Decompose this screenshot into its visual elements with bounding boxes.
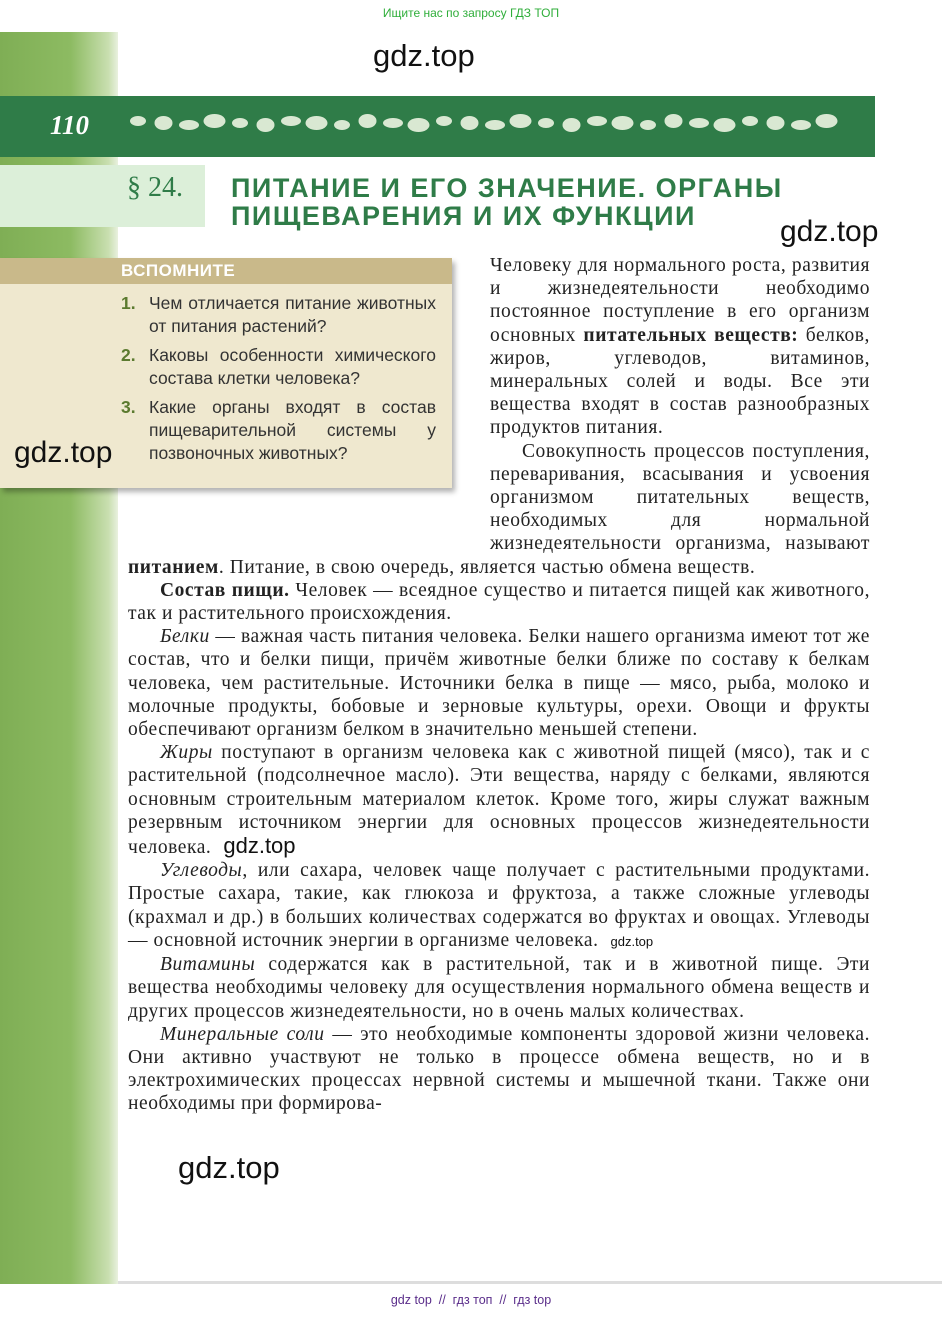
- text-run: — это необходимые компоненты здоровой жизни человека. Они активно участвуют не только в процессе обмена веществ, но и в электрохимических процессах нервной системы и мышечной ткани. Также они необходимы при формирова-: [128, 1023, 870, 1115]
- watermark: gdz.top: [373, 38, 475, 73]
- paragraph: [128, 953, 870, 1023]
- search-hint: Ищите нас по запросу ГДЗ ТОП: [382, 6, 560, 20]
- reminder-title: ВСПОМНИТЕ: [0, 258, 452, 284]
- italic-term: Углеводы: [160, 860, 243, 882]
- text-run: . Питание, в свою очередь, является частью обмена веществ.: [218, 556, 756, 578]
- bold-term: питательных веществ:: [583, 324, 799, 346]
- animal-silhouette: [485, 120, 505, 130]
- animal-silhouette: [179, 120, 199, 130]
- animal-silhouette: [383, 118, 403, 128]
- animal-silhouette: [306, 116, 328, 130]
- paragraph: [128, 625, 870, 741]
- float-spacer: [128, 254, 490, 544]
- watermark: gdz.top: [14, 436, 113, 469]
- animal-silhouette: [359, 114, 377, 128]
- animal-silhouettes-icon: [128, 106, 848, 136]
- animal-silhouette: [155, 116, 173, 130]
- page-number: 110: [50, 110, 90, 140]
- text-run: поступают в организм человека как с животной пищей (мясо), так и с растительной (подсолнечное масло). Эти вещества, наряду с белками, являются основным строительным материалом клеток. Кроме того, жиры служат важным резервным источником энергии для основных процессов жизнедеятельности человека.: [128, 742, 870, 859]
- animal-silhouette: [130, 116, 146, 126]
- italic-term: Белки: [160, 626, 210, 648]
- text-run: , или сахара, человек чаще получает с растительными продуктами. Простые сахара, такие, как глюкоза и фруктоза, а также сложные углеводы (крахмал и др.) в больших количествах содержатся во фруктах и овощах. Углеводы — основной источник энергии в организме человека.: [128, 860, 870, 951]
- animal-silhouette: [334, 120, 350, 130]
- animal-silhouette: [232, 118, 248, 128]
- animal-silhouette: [563, 118, 581, 132]
- body-text: [128, 254, 870, 1186]
- watermark: gdz.top: [178, 1149, 280, 1185]
- animal-silhouette: [538, 118, 554, 128]
- animal-silhouette: [791, 120, 811, 130]
- animal-silhouette: [640, 120, 656, 130]
- text-run: Совокупность процессов поступления, переваривания, всасывания и усвоения организмом питательных веществ, необходимых для нормальной жизнедеятельности организма, называют: [490, 440, 870, 555]
- animal-silhouette: [767, 116, 785, 130]
- bold-term: Состав пищи.: [160, 579, 290, 601]
- animal-silhouette: [510, 114, 532, 128]
- item-number: 3.: [121, 397, 136, 417]
- animal-silhouette: [257, 118, 275, 132]
- animal-silhouette: [612, 116, 634, 130]
- italic-term: Витамины: [160, 954, 256, 976]
- text-run: Человек — всеядное существо и питается пищей как животного, так и растительного происхождения.: [128, 579, 870, 625]
- bold-term: питанием: [128, 556, 219, 578]
- animal-silhouette: [587, 116, 607, 126]
- section-title: [231, 174, 783, 230]
- item-text: Какие органы входят в состав пищеварительной системы у позвоночных животных?: [149, 397, 436, 463]
- animal-silhouette: [742, 116, 758, 126]
- animal-silhouette: [204, 114, 226, 128]
- watermark: gdz.top: [223, 833, 296, 859]
- text-run: — важная часть питания человека. Белки нашего организма имеют тот же состав, что и белки пищи, причём животные белки ближе по составу к белкам человека, чем растительные. Источники белка в пище — мясо, рыба, молоко и молочные продукты, бобовые и зерновые культуры, орехи. Овощи и фрукты обеспечивают организм белком в значительно меньшей степени.: [128, 626, 870, 741]
- paragraph: [128, 741, 870, 859]
- paragraph: [128, 859, 870, 953]
- footer-links: gdz top // гдз топ // гдз top: [390, 1293, 552, 1307]
- text-run: Человеку для нормального роста, развития и жизнедеятельности необходимо постоянное поступление в его организм основных: [490, 255, 870, 346]
- animal-silhouette: [816, 114, 838, 128]
- animal-silhouette: [714, 118, 736, 132]
- italic-term: Минеральные соли: [160, 1023, 325, 1045]
- item-text: Чем отличается питание животных от питания растений?: [149, 293, 436, 336]
- item-text: Каковы особенности химического состава клетки человека?: [149, 345, 436, 388]
- text-run: содержатся как в растительной, так и в животной пище. Эти вещества необходимы человеку для осуществления нормального обмена веществ и других процессов жизнедеятельности, но в очень малых количествах.: [128, 954, 870, 1022]
- text-run: белков, жиров, углеводов, витаминов, минеральных солей и воды. Все эти вещества входят в состав разнообразных продуктов питания.: [490, 324, 870, 439]
- paragraph: [128, 1023, 870, 1116]
- animal-silhouette: [436, 116, 452, 126]
- header-band: [0, 96, 875, 157]
- watermark: gdz.top: [780, 215, 879, 248]
- paragraph: [128, 579, 870, 625]
- animal-silhouette: [281, 116, 301, 126]
- section-number: § 24.: [127, 172, 183, 203]
- watermark: gdz.top: [610, 933, 654, 949]
- animal-silhouette: [665, 114, 683, 128]
- italic-term: Жиры: [160, 742, 213, 764]
- title-line: ПИЩЕВАРЕНИЯ И ИХ ФУНКЦИИ: [231, 201, 696, 231]
- animal-silhouette: [689, 118, 709, 128]
- title-line: ПИТАНИЕ И ЕГО ЗНАЧЕНИЕ. ОРГАНЫ: [231, 173, 783, 203]
- item-number: 2.: [121, 345, 136, 365]
- item-number: 1.: [121, 293, 136, 313]
- animal-silhouette: [461, 116, 479, 130]
- animal-silhouette: [408, 118, 430, 132]
